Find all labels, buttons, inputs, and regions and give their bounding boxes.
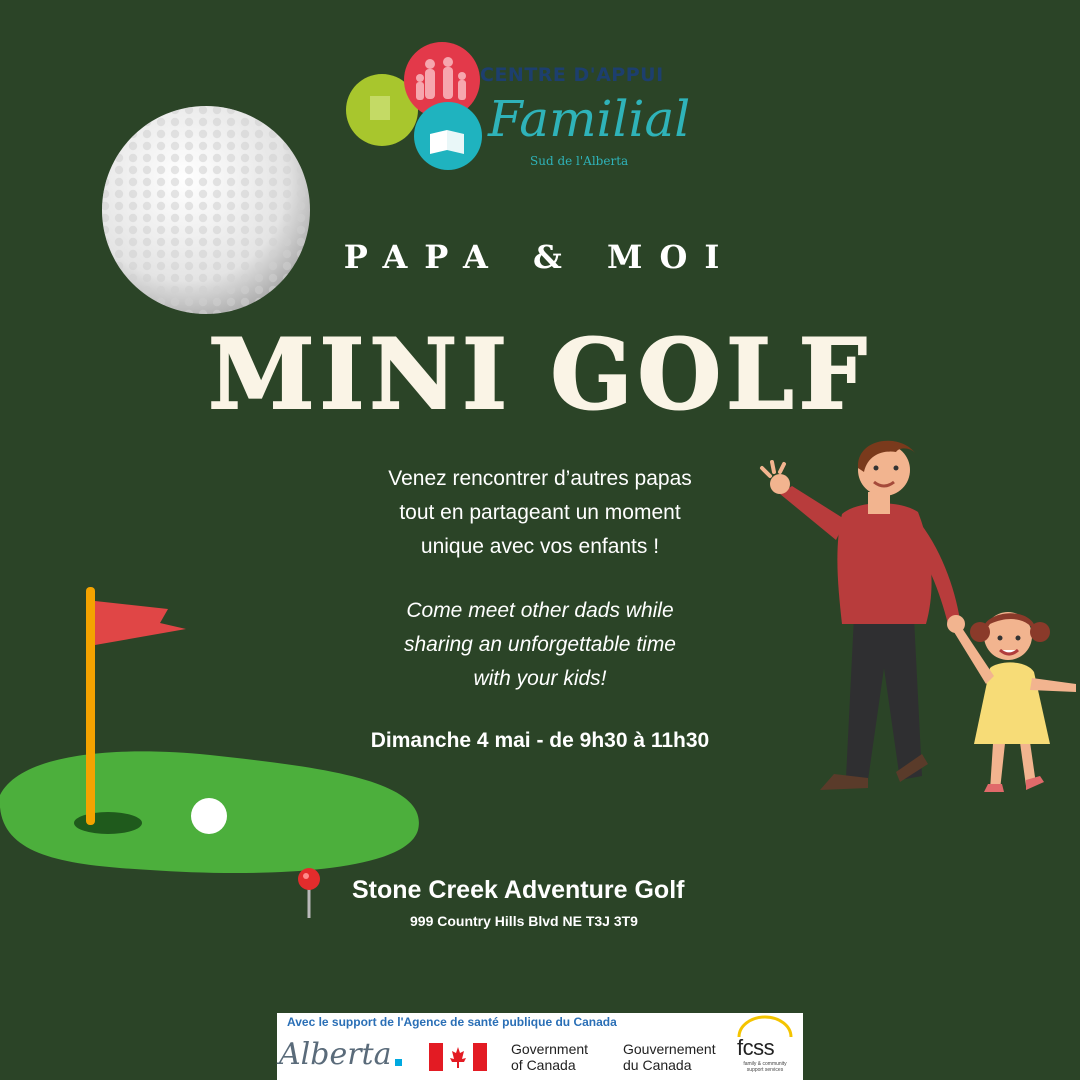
event-title: MINI GOLF	[208, 318, 872, 431]
gov-fr-line: du Canada	[623, 1057, 692, 1073]
organization-logo	[340, 38, 710, 178]
fcss-wordmark: fcss	[737, 1035, 775, 1060]
description-french-line: Venez rencontrer d’autres papas	[388, 467, 692, 490]
map-pin-icon	[296, 866, 324, 922]
description-french-line: unique avec vos enfants !	[420, 535, 660, 558]
logo-title: CENTRE D'APPUI	[480, 64, 664, 86]
description-french	[300, 462, 780, 564]
canada-flag-icon	[429, 1043, 487, 1071]
golf-ball-icon	[98, 104, 314, 316]
location-name: Stone Creek Adventure Golf	[352, 876, 685, 904]
description-english-line: Come meet other dads while	[406, 599, 674, 622]
fcss-tagline: family & community support services	[743, 1061, 787, 1073]
gouvernement-du-canada-text	[623, 1041, 716, 1073]
description-french-line: tout en partageant un moment	[399, 501, 681, 524]
logo-subtitle: Sud de l'Alberta	[530, 154, 629, 168]
sponsor-text: Avec le support de l'Agence de santé publique du Canada	[287, 1015, 617, 1029]
gov-fr-line: Gouvernement	[623, 1041, 716, 1057]
government-of-canada-text	[511, 1041, 588, 1073]
event-subtitle: PAPA & MOI	[343, 238, 737, 276]
golf-ball-small	[191, 798, 227, 834]
dad-figure	[762, 441, 965, 790]
family-puzzle-logo	[340, 38, 490, 178]
dad-and-daughter-illustration	[750, 428, 1080, 798]
daughter-figure	[954, 612, 1076, 792]
fcss-logo	[733, 1015, 797, 1077]
sponsor-bar	[277, 1013, 803, 1080]
alberta-logo: Alberta	[279, 1037, 392, 1072]
description-english-line: sharing an unforgettable time	[403, 633, 676, 656]
description-english-line: with your kids!	[473, 667, 607, 690]
putting-green-illustration	[0, 585, 425, 880]
gov-en-line: of Canada	[511, 1057, 576, 1073]
location-address: 999 Country Hills Blvd NE T3J 3T9	[410, 913, 638, 929]
golf-hole	[74, 812, 142, 834]
gov-en-line: Government	[511, 1041, 589, 1057]
event-date: Dimanche 4 mai - de 9h30 à 11h30	[370, 729, 710, 752]
logo-script-text: Familial	[488, 90, 691, 148]
alberta-logo-mark	[395, 1059, 402, 1066]
